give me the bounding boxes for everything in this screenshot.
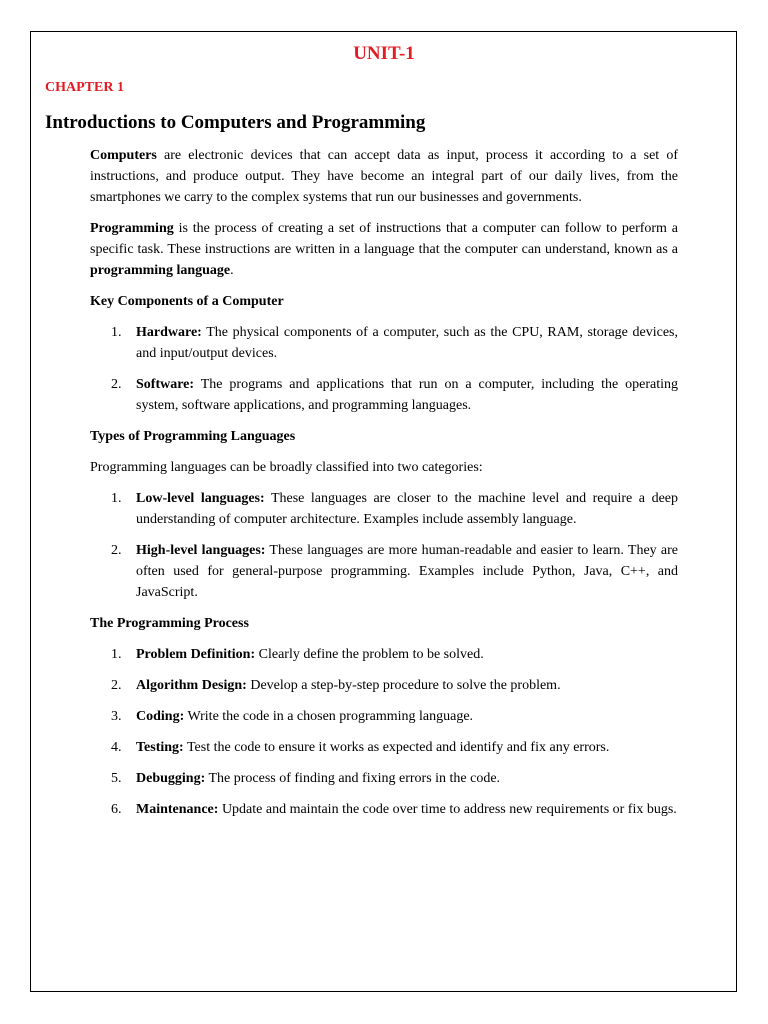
- item-text: Write the code in a chosen programming language.: [184, 709, 474, 724]
- item-text: The physical components of a computer, such as the CPU, RAM, storage devices, and input/output devices.: [136, 325, 678, 361]
- item-term: Low-level languages:: [136, 491, 265, 506]
- item-text: Clearly define the problem to be solved.: [255, 647, 484, 662]
- list-item: [90, 706, 678, 727]
- list-item: [90, 768, 678, 789]
- item-text: These languages are more human-readable and easier to learn. They are often used for general-purpose programming. Examples include Python, Java, C++, and JavaScript.: [136, 543, 678, 600]
- term: Computers: [90, 148, 157, 163]
- item-term: Coding:: [136, 709, 185, 724]
- item-number: 1.: [111, 491, 122, 506]
- item-number: 2.: [111, 543, 122, 558]
- paragraph-text: are electronic devices that can accept data as input, process it according to a set of instructions, and produce output. They have become an integral part of our daily lives, from the smartphones we carry to the complex systems that run our businesses and governments.: [90, 148, 678, 205]
- item-number: 5.: [111, 771, 122, 786]
- item-number: 3.: [111, 709, 122, 724]
- unit-title: UNIT-1: [353, 43, 415, 64]
- item-term: High-level languages:: [136, 543, 266, 558]
- list-item: [90, 675, 678, 696]
- document-heading: Introductions to Computers and Programming: [45, 112, 426, 133]
- components-list: [90, 322, 678, 416]
- document-body: [90, 145, 678, 830]
- list-item: [90, 322, 678, 364]
- term-programming-language: programming language: [90, 263, 231, 278]
- languages-list: [90, 488, 678, 603]
- term: Programming: [90, 221, 174, 236]
- item-text: The process of finding and fixing errors in the code.: [205, 771, 501, 786]
- intro-paragraph-programming: [90, 218, 678, 281]
- chapter-label: CHAPTER 1: [45, 80, 124, 95]
- list-item: [90, 799, 678, 820]
- item-text: The programs and applications that run on a computer, including the operating system, software applications, and programming languages.: [136, 377, 678, 413]
- section-heading-components: Key Components of a Computer: [90, 294, 284, 309]
- section-heading-process: The Programming Process: [90, 616, 249, 631]
- item-text: Develop a step-by-step procedure to solve the problem.: [246, 678, 561, 693]
- languages-intro: Programming languages can be broadly classified into two categories:: [90, 460, 483, 475]
- process-list: [90, 644, 678, 820]
- item-number: 2.: [111, 377, 122, 392]
- item-term: Maintenance:: [136, 802, 219, 817]
- list-item: [90, 644, 678, 665]
- item-term: Software:: [136, 377, 195, 392]
- item-number: 6.: [111, 802, 122, 817]
- list-item: [90, 737, 678, 758]
- list-item: [90, 374, 678, 416]
- item-term: Testing:: [136, 740, 184, 755]
- item-number: 1.: [111, 325, 122, 340]
- paragraph-text: is the process of creating a set of instructions that a computer can follow to perform a specific task. These instructions are written in a language that the computer can understand, known as a: [90, 221, 678, 257]
- item-text: Test the code to ensure it works as expected and identify and fix any errors.: [183, 740, 610, 755]
- list-item: [90, 540, 678, 603]
- paragraph-tail: .: [230, 263, 234, 278]
- intro-paragraph-computers: [90, 145, 678, 208]
- item-text: These languages are closer to the machine level and require a deep understanding of computer architecture. Examples include assembly language.: [136, 491, 678, 527]
- item-term: Algorithm Design:: [136, 678, 247, 693]
- item-term: Debugging:: [136, 771, 206, 786]
- list-item: [90, 488, 678, 530]
- section-heading-languages: Types of Programming Languages: [90, 429, 296, 444]
- item-text: Update and maintain the code over time to address new requirements or fix bugs.: [218, 802, 677, 817]
- item-number: 4.: [111, 740, 122, 755]
- item-number: 1.: [111, 647, 122, 662]
- item-term: Hardware:: [136, 325, 202, 340]
- item-term: Problem Definition:: [136, 647, 256, 662]
- item-number: 2.: [111, 678, 122, 693]
